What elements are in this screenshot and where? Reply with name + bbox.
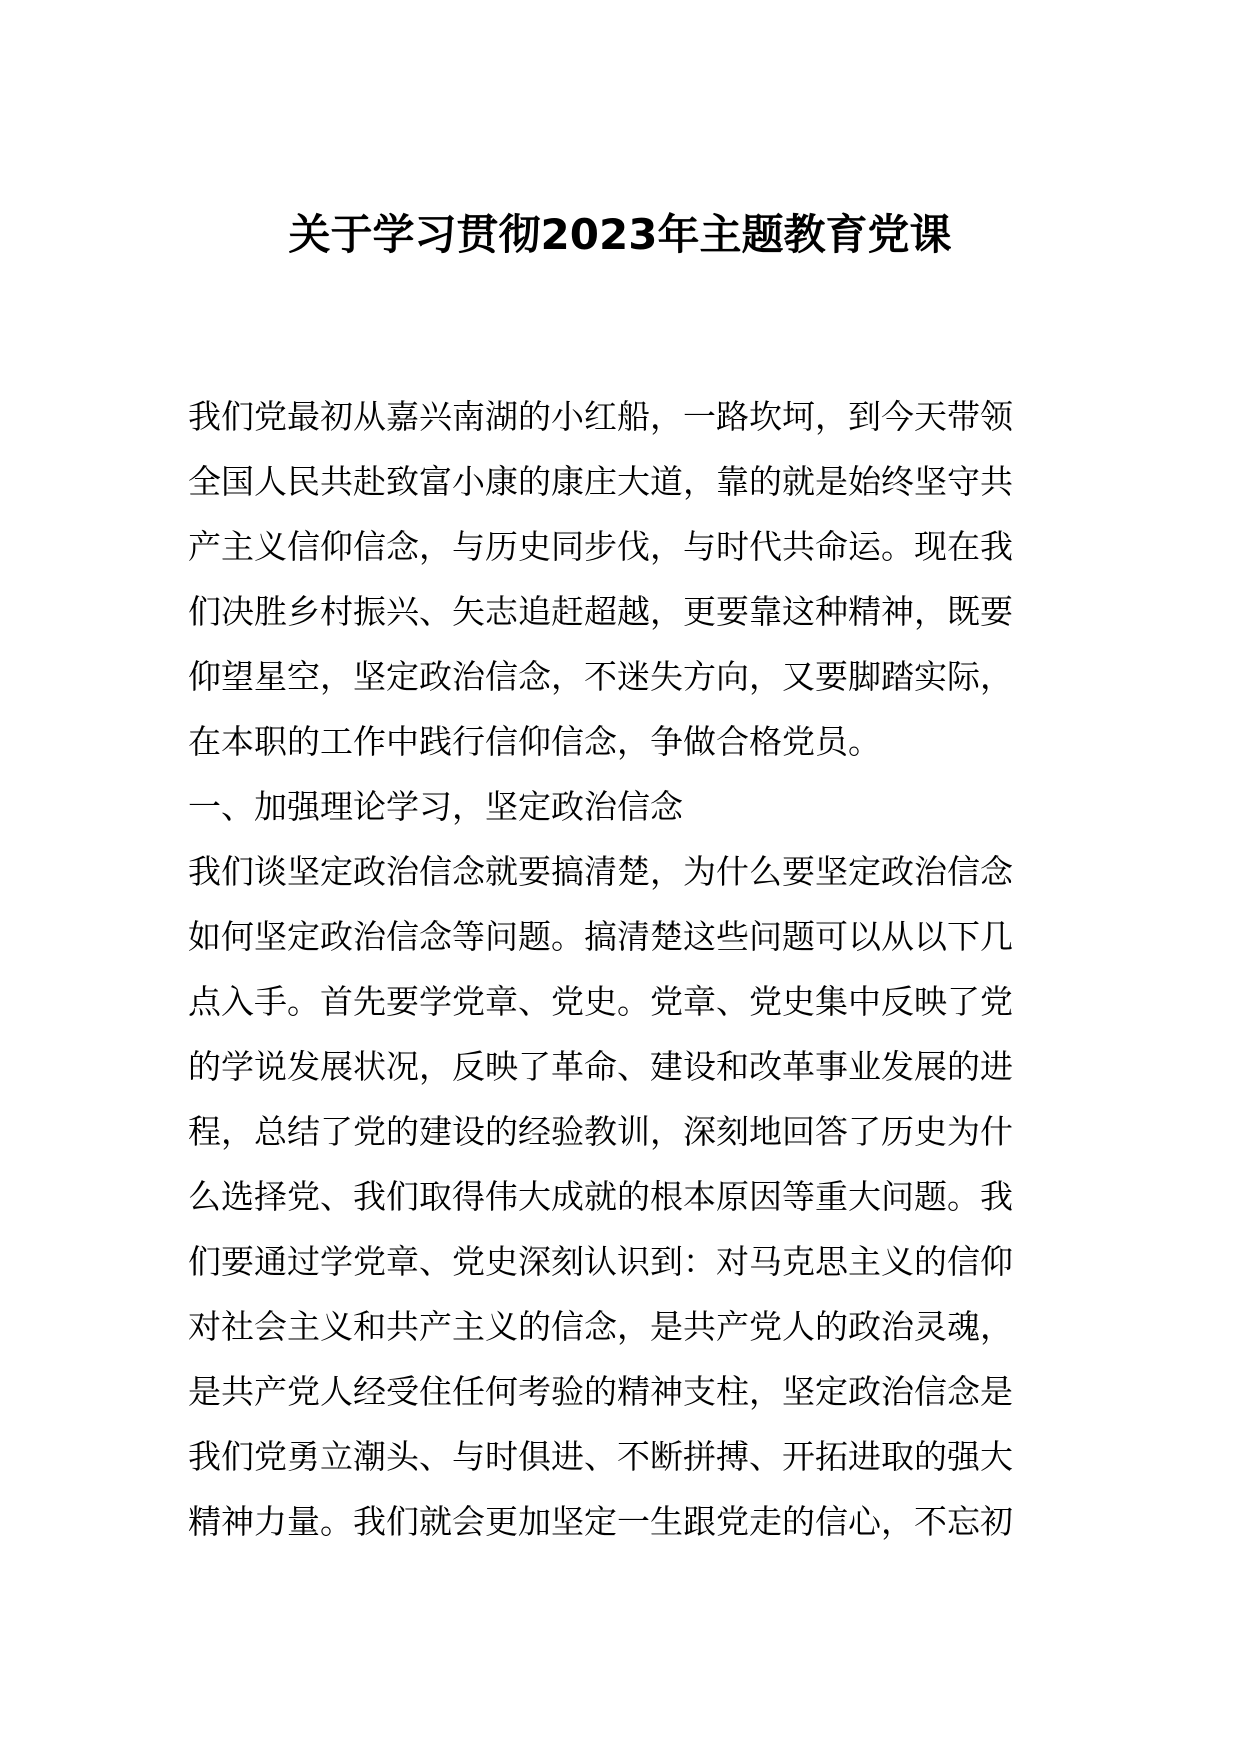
body-line: 们决胜乡村振兴、矢志追赶超越，更要靠这种精神，既要 [188,592,1013,631]
body-line: 我们党最初从嘉兴南湖的小红船，一路坎坷，到今天带领 [188,397,1013,436]
body-line: 在本职的工作中践行信仰信念，争做合格党员。 [188,722,881,761]
body-line: 点入手。首先要学党章、党史。党章、党史集中反映了党 [188,982,1013,1021]
body-line: 么选择党、我们取得伟大成就的根本原因等重大问题。我 [188,1177,1013,1216]
body-line: 精神力量。我们就会更加坚定一生跟党走的信心，不忘初 [188,1502,1013,1541]
body-line: 仰望星空，坚定政治信念，不迷失方向，又要脚踏实际， [188,657,1013,696]
body-line: 我们党勇立潮头、与时俱进、不断拼搏、开拓进取的强大 [188,1437,1013,1476]
body-line: 产主义信仰信念，与历史同步伐，与时代共命运。现在我 [188,527,1013,566]
body-line: 们要通过学党章、党史深刻认识到：对马克思主义的信仰 [188,1242,1013,1281]
body-line: 对社会主义和共产主义的信念，是共产党人的政治灵魂， [188,1307,1013,1346]
body-line: 的学说发展状况，反映了革命、建设和改革事业发展的进 [188,1047,1013,1086]
document-title: 关于学习贯彻2023年主题教育党课 [288,210,952,259]
section-heading: 一、加强理论学习，坚定政治信念 [188,787,683,826]
body-line: 是共产党人经受住任何考验的精神支柱，坚定政治信念是 [188,1372,1013,1411]
body-line: 我们谈坚定政治信念就要搞清楚，为什么要坚定政治信念 [188,852,1013,891]
body-line: 如何坚定政治信念等问题。搞清楚这些问题可以从以下几 [188,917,1013,956]
body-line: 全国人民共赴致富小康的康庄大道，靠的就是始终坚守共 [188,462,1013,501]
body-line: 程，总结了党的建设的经验教训，深刻地回答了历史为什 [188,1112,1013,1151]
